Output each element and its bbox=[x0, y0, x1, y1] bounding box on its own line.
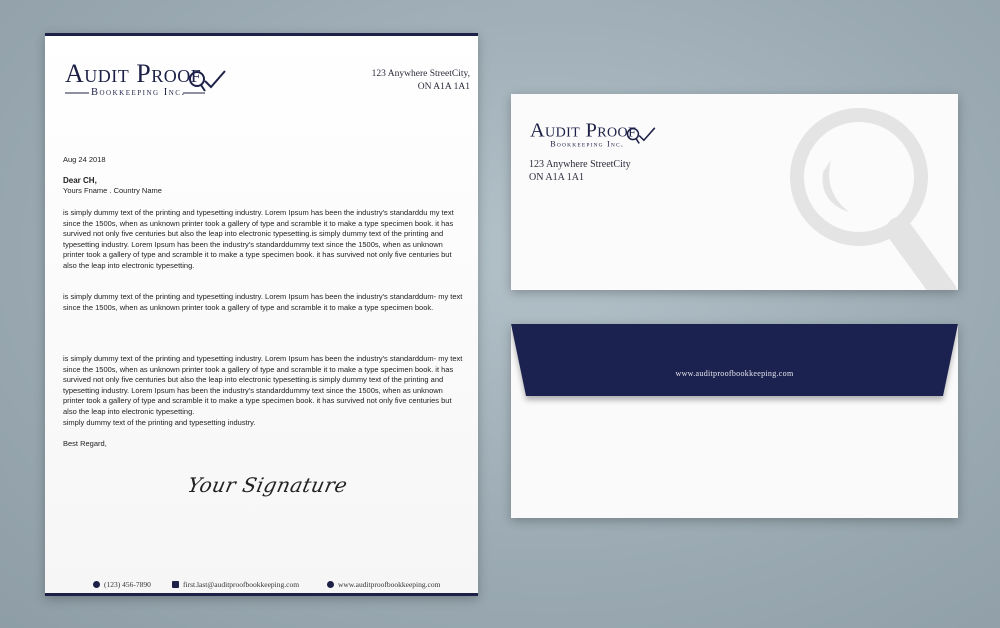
letter-recipient: Yours Fname . Country Name bbox=[63, 186, 162, 195]
brand-name-line2: Bookkeeping Inc. bbox=[91, 87, 186, 98]
envelope-address-line2: ON A1A 1A1 bbox=[529, 172, 585, 183]
brand-logo bbox=[65, 61, 201, 98]
letter-paragraph-1: is simply dummy text of the printing and typesetting industry. Lorem Ipsum has been the industry's standarddu my text since the 1500s, when as unknown printer took a gallery of type and scramble it to make a type specimen book. it has survived not only five centuries but also the leap into electronic typesetting.is simply dummy text of the printing and typesetting industry. Lorem Ipsum has been the industry's standarddummy text since the 1500s, when as unknown printer took a gallery of type and scramble it to make a type specimen book. it has survived not only five centuries but also the leap into electronic typesetting. bbox=[63, 208, 454, 270]
envelope-magnifier-check-icon bbox=[622, 125, 661, 148]
envelope-front bbox=[511, 94, 958, 290]
envelope-brand-name-line1: Audit Proof bbox=[530, 118, 637, 142]
letter-paragraph-3-tail: simply dummy text of the printing and typesetting industry. bbox=[63, 418, 256, 427]
letter-date: Aug 24 2018 bbox=[63, 155, 106, 164]
footer-phone bbox=[93, 580, 151, 589]
letter-salutation: Dear CH, bbox=[63, 176, 97, 185]
signature: Your Signature bbox=[185, 473, 350, 497]
footer-email bbox=[172, 580, 299, 589]
letter-paragraph-3: is simply dummy text of the printing and typesetting industry. Lorem Ipsum has been the industry's standarddum- my text since the 1500s, when as unknown printer took a gallery of type and scramble it to make a type specimen book. it has survived not only five centuries but also the leap into electronic typesetting.is simply dummy text of the printing and typesetting industry. Lorem Ipsum has been the industry's standarddummy text since the 1500s, when as unknown printer took a gallery of type and scramble it to make a type specimen book. it has survived not only five centuries but also the leap into electronic typesetting. bbox=[63, 354, 463, 416]
magnifier-watermark-icon bbox=[779, 102, 958, 290]
letterhead-sheet bbox=[45, 33, 478, 596]
footer-phone-text: (123) 456-7890 bbox=[104, 580, 151, 589]
globe-icon bbox=[327, 581, 334, 588]
letter-paragraph-2: is simply dummy text of the printing and typesetting industry. Lorem Ipsum has been the industry's standarddum- my text since the 1500s, when as unknown printer took a gallery of type and scramble it to make a type specimen book. bbox=[63, 292, 463, 312]
letterhead-top-bar bbox=[45, 33, 478, 36]
envelope-flap-website: www.auditproofbookkeeping.com bbox=[675, 369, 794, 378]
mail-icon bbox=[172, 581, 179, 588]
letterhead-bottom-bar bbox=[45, 593, 478, 596]
footer-website bbox=[327, 580, 440, 589]
letterhead-address bbox=[372, 68, 470, 94]
footer-website-text: www.auditproofbookkeeping.com bbox=[338, 580, 441, 589]
logo-rule bbox=[65, 91, 225, 95]
envelope-address-line1: 123 Anywhere StreetCity bbox=[529, 159, 631, 170]
envelope-address bbox=[529, 158, 631, 184]
letter-closing: Best Regard, bbox=[63, 439, 107, 448]
footer-email-text: first.last@auditproofbookkeeping.com bbox=[183, 580, 300, 589]
envelope-back bbox=[511, 324, 958, 518]
phone-icon bbox=[93, 581, 100, 588]
envelope-brand-name-line2: Bookkeeping Inc. bbox=[550, 140, 625, 149]
envelope-brand-logo bbox=[530, 120, 636, 149]
brand-name-line1: Audit Proof bbox=[65, 59, 202, 88]
address-line1: 123 Anywhere StreetCity, bbox=[371, 69, 470, 79]
address-line2: ON A1A 1A1 bbox=[417, 82, 470, 92]
